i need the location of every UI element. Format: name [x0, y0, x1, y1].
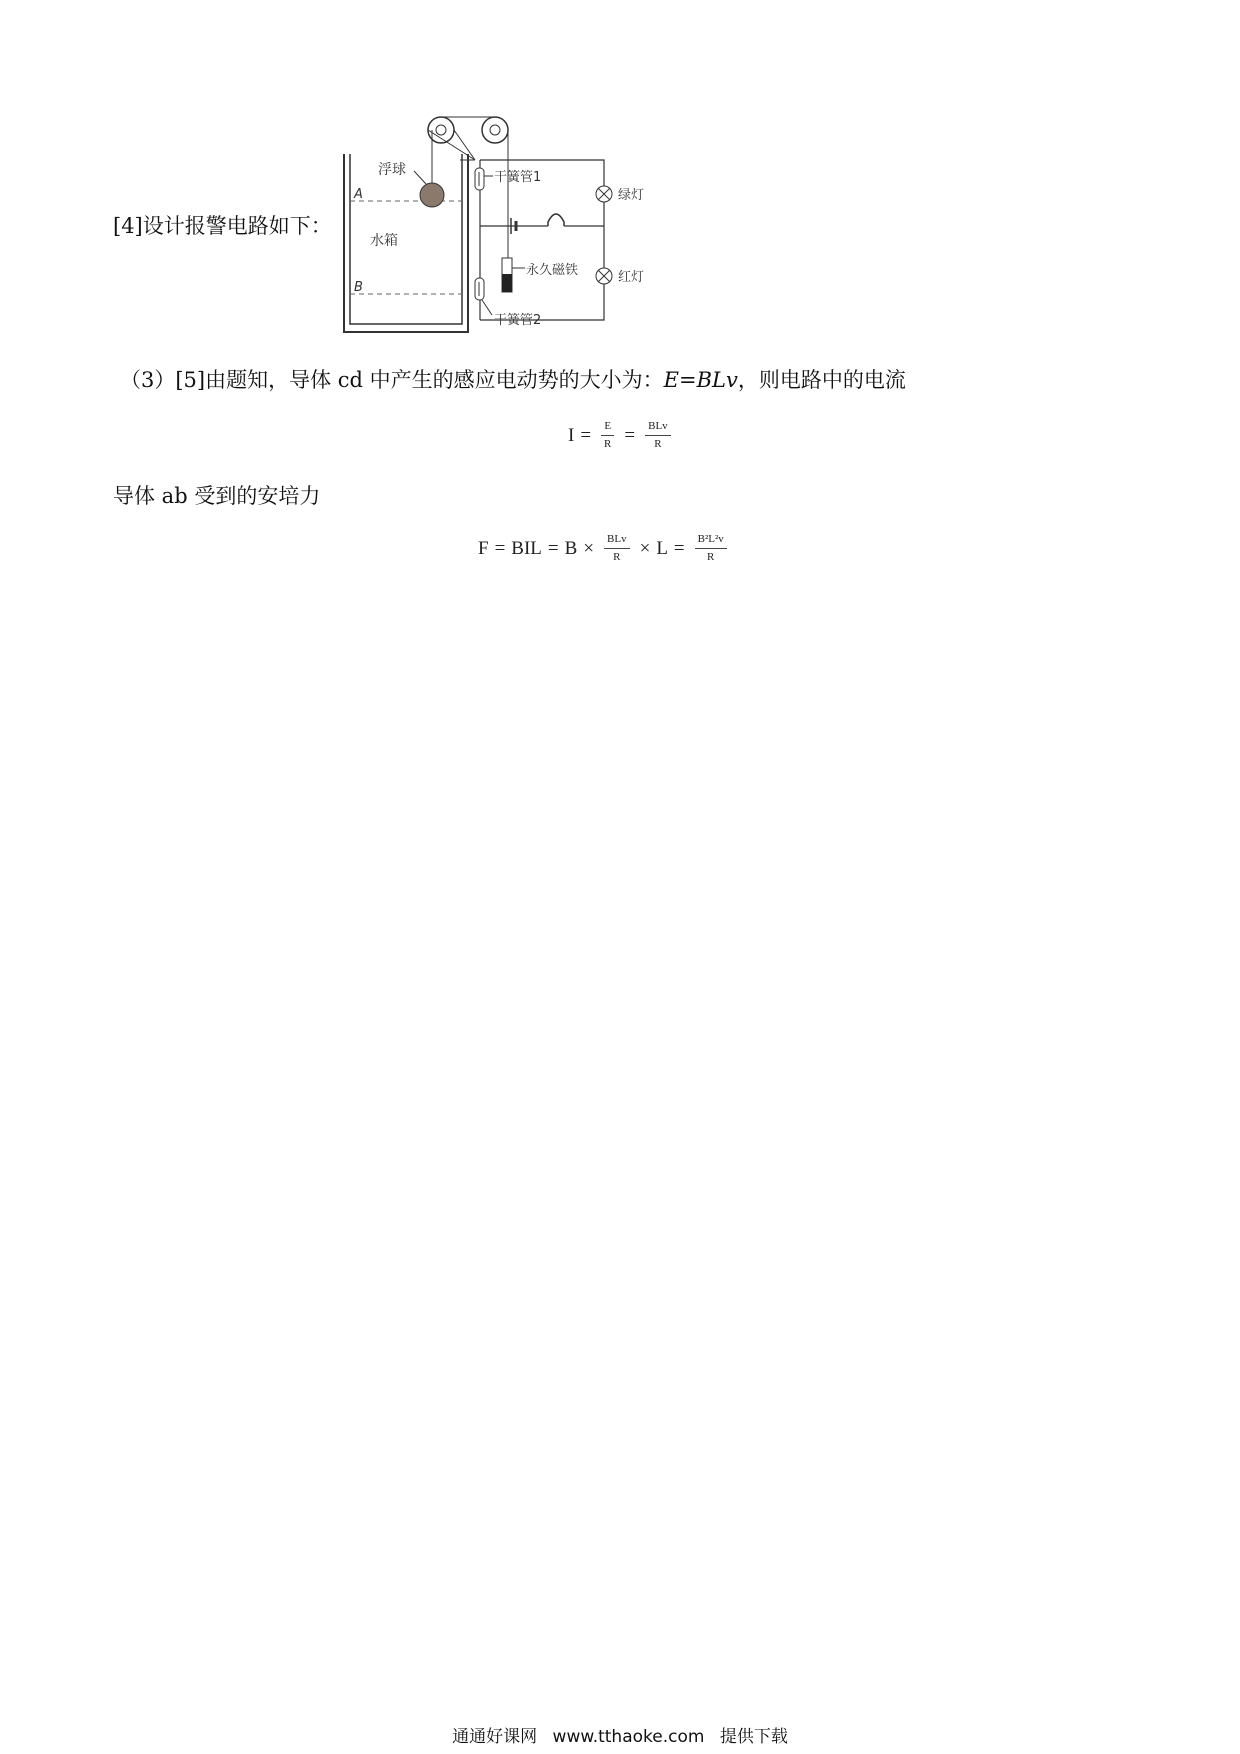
footer-tail: 提供下载	[719, 1727, 788, 1747]
emf-line	[120, 366, 906, 394]
fraction-e-over-r	[601, 420, 614, 451]
buzzer	[548, 214, 564, 226]
red-lamp	[596, 268, 612, 284]
level-a-label: A	[354, 187, 363, 202]
page-footer	[0, 1722, 1240, 1747]
intro-label: [4]设计报警电路如下：	[113, 214, 332, 238]
fraction-numerator: BLv	[607, 533, 627, 545]
water-tank	[344, 154, 468, 332]
emf-prefix: （3）[5]由题知，导体 cd 中产生的感应电动势的大小为：	[120, 368, 664, 392]
fraction-b2l2v-over-r	[695, 533, 727, 564]
force-lhs: F	[478, 537, 489, 559]
equals-sign: =	[673, 537, 685, 559]
equals-sign: =	[494, 537, 506, 559]
intro-line	[113, 212, 332, 240]
green-lamp-label: 绿灯	[618, 188, 645, 203]
emf-expression: E=BLv	[663, 368, 738, 392]
emf-suffix: ，则电路中的电流	[737, 368, 906, 392]
tank-label: 水箱	[370, 233, 398, 249]
float-ball-label: 浮球	[378, 162, 406, 178]
fraction-denominator: R	[604, 438, 612, 450]
equals-sign: =	[624, 424, 636, 446]
fraction-numerator: B²L²v	[697, 533, 724, 545]
fraction-denominator: R	[613, 551, 621, 563]
times-sign: ×	[639, 537, 651, 559]
red-lamp-label: 红灯	[618, 270, 645, 285]
current-formula	[568, 420, 675, 451]
times-sign: ×	[583, 537, 595, 559]
fraction-denominator: R	[707, 551, 715, 563]
current-lhs: I	[568, 424, 575, 446]
level-b-label: B	[354, 280, 363, 295]
footer-site-name: 通通好课网	[452, 1727, 538, 1747]
reed-switch-2-label: 干簧管2	[494, 313, 542, 328]
fraction-numerator: E	[604, 420, 612, 432]
force-text: 导体 ab 受到的安培力	[113, 484, 321, 508]
green-lamp	[596, 186, 612, 202]
fraction-numerator: BLv	[648, 420, 668, 432]
reed-switch-1-label: 干簧管1	[494, 170, 542, 185]
force-line	[113, 482, 320, 510]
force-bil: BIL	[511, 537, 542, 559]
force-formula	[478, 533, 731, 564]
alarm-circuit-diagram	[330, 108, 680, 338]
force-l: L	[656, 537, 668, 559]
force-b: B	[564, 537, 578, 559]
fraction-blv-over-r	[645, 420, 671, 451]
float-ball-leader	[414, 171, 426, 184]
magnet-label: 永久磁铁	[526, 263, 579, 278]
footer-url[interactable]: www.tthaoke.com	[552, 1727, 705, 1747]
fraction-blv-over-r	[604, 533, 630, 564]
pulley-right	[482, 117, 508, 143]
equals-sign: =	[547, 537, 559, 559]
float-ball	[420, 183, 444, 207]
fraction-denominator: R	[654, 438, 662, 450]
equals-sign: =	[580, 424, 592, 446]
